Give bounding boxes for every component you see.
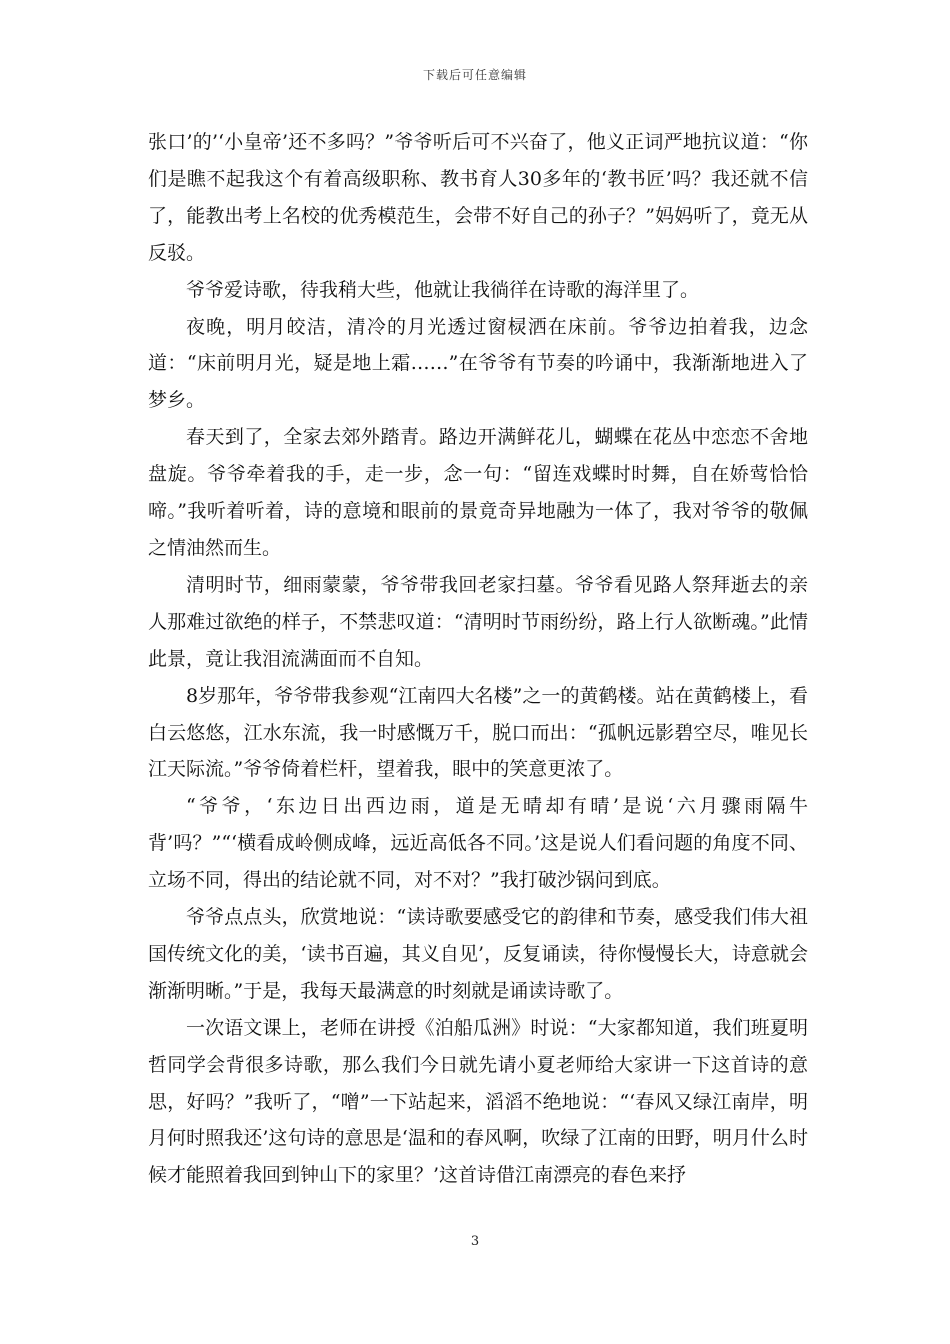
- paragraph-4: 春天到了，全家去郊外踏青。路边开满鲜花儿，蝴蝶在花丛中恋恋不舍地盘旋。爷爷牵着我的手，走一步，念一句：“留连戏蝶时时舞，自在娇莺恰恰啼。”我听着听着，诗的意境和眼前的景竟奇异地融为一体了，我对爷爷的敬佩之情油然而生。: [148, 426, 808, 559]
- paragraph-2: 爷爷爱诗歌，待我稍大些，他就让我徜徉在诗歌的海洋里了。: [186, 278, 700, 301]
- page-header: 下载后可任意编辑: [422, 68, 527, 82]
- paragraph-6: 8岁那年，爷爷带我参观“江南四大名楼”之一的黄鹤楼。站在黄鹤楼上，看白云悠悠，江水东流，我一时感慨万千，脱口而出：“孤帆远影碧空尽，唯见长江天际流。”爷爷倚着栏杆，望着我，眼中的笑意更浓了。: [148, 684, 808, 781]
- paragraph-9: 一次语文课上，老师在讲授《泊船瓜洲》时说：“大家都知道，我们班夏明哲同学会背很多诗歌，那么我们今日就先请小夏老师给大家讲一下这首诗的意思，好吗？”我听了，“噌”一下站起来，滔滔不绝地说：“‘春风又绿江南岸，明月何时照我还’这句诗的意思是‘温和的春风啊，吹绿了江南的田野，明月什么时候才能照着我回到钟山下的家里？’这首诗借江南漂亮的春色来抒: [148, 1016, 808, 1187]
- paragraph-8: 爷爷点点头，欣赏地说：“读诗歌要感受它的韵律和节奏，感受我们伟大祖国传统文化的美，‘读书百遍，其义自见’，反复诵读，待你慢慢长大，诗意就会渐渐明晰。”于是，我每天最满意的时刻就是诵读诗歌了。: [148, 906, 808, 1002]
- page-number: 3: [470, 1234, 480, 1249]
- paragraph-7: “爷爷，‘东边日出西边雨，道是无晴却有晴’是说‘六月骤雨隔牛背’吗？”“‘横看成岭侧成峰，远近高低各不同。’这是说人们看问题的角度不同、立场不同，得出的结论就不同，对不对？”我打破沙锅问到底。: [148, 795, 808, 892]
- paragraph-5: 清明时节，细雨蒙蒙，爷爷带我回老家扫墓。爷爷看见路人祭拜逝去的亲人那难过欲绝的样子，不禁悲叹道：“清明时节雨纷纷，路上行人欲断魂。”此情此景，竟让我泪流满面而不自知。: [148, 573, 808, 670]
- document-body: [148, 124, 808, 1194]
- paragraph-3: 夜晚，明月皎洁，清冷的月光透过窗棂洒在床前。爷爷边拍着我，边念道：“床前明月光，疑是地上霜……”在爷爷有节奏的吟诵中，我渐渐地进入了梦乡。: [148, 315, 808, 412]
- paragraph-1: 张口’的’‘小皇帝’还不多吗？”爷爷听后可不兴奋了，他义正词严地抗议道：“你们是瞧不起我这个有着高级职称、教书育人30多年的‘教书匠’吗？我还就不信了，能教出考上名校的优秀模范生，会带不好自己的孙子？”妈妈听了，竟无从反驳。: [148, 131, 808, 264]
